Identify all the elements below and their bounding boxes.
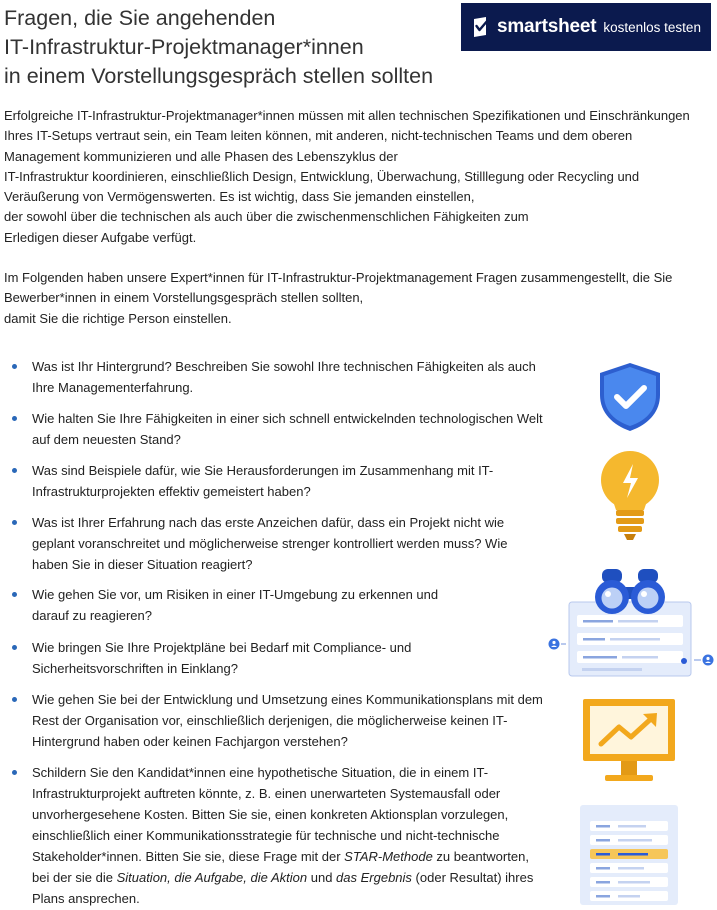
bullet-dot: [12, 364, 17, 369]
smartsheet-logo-icon: [473, 17, 491, 37]
bullet-dot: [12, 645, 17, 650]
list-item: [0, 356, 560, 398]
question-line: Sicherheitsvorschriften in Einklang?: [32, 661, 238, 676]
list-item: [0, 637, 560, 679]
title-line: IT-Infrastruktur-Projektmanager*innen: [4, 35, 364, 59]
question-line: auf dem neuesten Stand?: [32, 432, 181, 447]
bullet-dot: [12, 697, 17, 702]
bullet-dot: [12, 468, 17, 473]
question-line: darauf zu reagieren?: [32, 608, 152, 623]
question-line: geplant voranschreitet und möglicherweise strenger kontrolliert werden muss? Wie: [32, 536, 508, 551]
followup-line: Im Folgenden haben unsere Expert*innen für IT-Infrastruktur-Projektmanagement Fragen zusammengestellt, die Sie: [4, 270, 673, 285]
question-line: Wie halten Sie Ihre Fähigkeiten in einer sich schnell entwickelnden technologischen Welt: [32, 411, 543, 426]
list-item: [0, 762, 560, 909]
question-line: unvorhergesehene Kosten. Bitten Sie sie, einen konkreten Aktionsplan vorzulegen,: [32, 807, 509, 822]
binoculars-icon: [546, 565, 716, 680]
question-line: Infrastrukturprojekt auftreten könnte, z. B. einen unerwarteten Systemausfall oder: [32, 786, 501, 801]
text-span: bei der sie die: [32, 870, 117, 885]
question-line: einschließlich einer Kommunikationsstrategie für technische und nicht-technische: [32, 828, 500, 843]
title-line: in einem Vorstellungsgespräch stellen sollten: [4, 64, 434, 88]
question-line: Rest der Organisation vor, einschließlich derjenigen, die möglicherweise keinen IT-: [32, 713, 508, 728]
bullet-dot: [12, 592, 17, 597]
intro-line: Veräußerung von Vermögenswerten. Es ist wichtig, dass Sie jemanden einstellen,: [4, 189, 475, 205]
intro-line: Erledigen dieser Aufgabe verfügt.: [4, 229, 197, 245]
banner-cta: kostenlos testen: [603, 19, 701, 35]
followup-line: damit Sie die richtige Person einstellen.: [4, 310, 232, 326]
question-line: Was sind Beispiele dafür, wie Sie Herausforderungen im Zusammenhang mit IT-: [32, 463, 494, 478]
intro-paragraph: [4, 106, 709, 248]
text-span: zu beantworten,: [432, 849, 529, 864]
followup-paragraph: [4, 268, 709, 329]
intro-line: Ihres IT-Setups vertraut sein, ein Team leiten können, mit anderen, nicht-technischen Teams und dem oberen: [4, 128, 633, 144]
star-terms-emphasis: Situation, die Aufgabe, die Aktion: [116, 870, 308, 885]
bullet-dot: [12, 416, 17, 421]
list-item: [0, 689, 560, 752]
page-title: [4, 4, 454, 91]
question-line: Schildern Sie den Kandidat*innen eine hypothetische Situation, die in einem IT-: [32, 765, 489, 780]
question-line: Infrastrukturprojekten effektiv gemeistert haben?: [32, 484, 311, 499]
question-line: [32, 846, 560, 867]
star-method-emphasis: STAR-Methode: [344, 849, 433, 864]
question-line: Wie bringen Sie Ihre Projektpläne bei Bedarf mit Compliance- und: [32, 640, 412, 655]
list-item: [0, 584, 560, 626]
smartsheet-trial-banner[interactable]: [461, 3, 711, 51]
text-span: (oder Resultat) ihres: [411, 870, 534, 885]
trend-monitor-icon: [581, 697, 677, 787]
lightbulb-icon: [598, 450, 662, 542]
question-line: haben Sie in dieser Situation reagiert?: [32, 557, 253, 572]
text-span: und: [307, 870, 337, 885]
list-document-icon: [578, 803, 682, 907]
bullet-dot: [12, 770, 17, 775]
list-item: [0, 460, 560, 502]
banner-brand: smartsheet: [497, 16, 597, 37]
bullet-dot: [12, 520, 17, 525]
question-line: Hintergrund haben oder keinen Fachjargon verstehen?: [32, 734, 348, 749]
intro-line: Erfolgreiche IT-Infrastruktur-Projektmanager*innen müssen mit allen technischen Spezifikationen und Einschränkungen: [4, 108, 690, 123]
question-line: Was ist Ihrer Erfahrung nach das erste Anzeichen dafür, dass ein Projekt nicht wie: [32, 515, 505, 530]
question-line: Wie gehen Sie bei der Entwicklung und Umsetzung eines Kommunikationsplans mit dem: [32, 692, 543, 707]
list-item: [0, 408, 560, 450]
result-emphasis: das Ergebnis: [336, 870, 412, 885]
shield-check-icon: [597, 361, 663, 433]
intro-line: IT-Infrastruktur koordinieren, einschließlich Design, Entwicklung, Überwachung, Stilllegung oder Recycling und: [4, 168, 640, 184]
question-line: Wie gehen Sie vor, um Risiken in einer IT-Umgebung zu erkennen und: [32, 587, 439, 602]
question-line: Ihre Managementerfahrung.: [32, 380, 194, 395]
followup-line: Bewerber*innen in einem Vorstellungsgespräch stellen sollten,: [4, 290, 364, 306]
question-line: Plans ansprechen.: [32, 891, 140, 906]
list-item: [0, 512, 560, 575]
title-line: Fragen, die Sie angehenden: [4, 6, 276, 30]
text-span: Stakeholder*innen. Bitten Sie sie, diese Frage mit der: [32, 849, 345, 864]
intro-line: der sowohl über die technischen als auch über die zwischenmenschlichen Fähigkeiten zum: [4, 209, 529, 225]
intro-line: Management kommunizieren und alle Phasen des Lebenszyklus der: [4, 148, 398, 164]
question-line: Was ist Ihr Hintergrund? Beschreiben Sie sowohl Ihre technischen Fähigkeiten als auch: [32, 359, 536, 374]
question-line: [32, 867, 560, 888]
